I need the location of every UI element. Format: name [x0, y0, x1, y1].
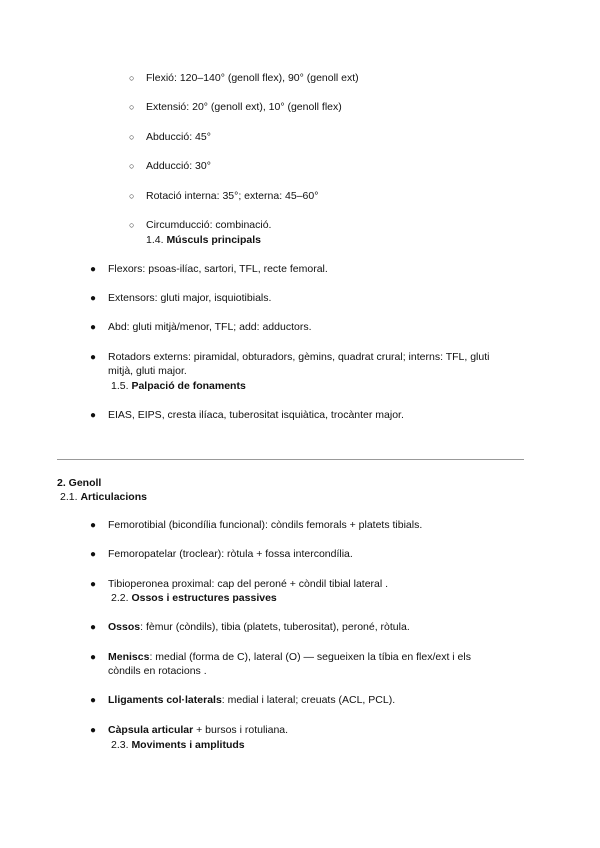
bullet-icon: ●: [90, 352, 97, 363]
section-title: Ossos i estructures passives: [131, 592, 277, 604]
section-number: 2.2.: [111, 592, 129, 604]
circle-bullet-icon: ○: [129, 191, 135, 201]
list-item: Abd: gluti mitjà/menor, TFL; add: adductors.: [108, 321, 312, 333]
list-item: EIAS, EIPS, cresta ilíaca, tuberositat isquiàtica, trocànter major.: [108, 409, 404, 421]
section-heading-palpation: [111, 380, 246, 393]
list-item: Flexió: 120–140° (genoll flex), 90° (genoll ext): [146, 72, 359, 84]
bullet-icon: ●: [90, 293, 97, 304]
section-title: Moviments i amplituds: [131, 739, 245, 751]
list-item: Ossos: fèmur (còndils), tibia (platets, tuberositat), peroné, ròtula.: [108, 621, 410, 633]
circle-bullet-icon: ○: [129, 102, 135, 112]
circle-bullet-icon: ○: [129, 132, 135, 142]
bullet-icon: ●: [90, 520, 97, 531]
circle-bullet-icon: ○: [129, 161, 135, 171]
list-item: Lligaments col·laterals: medial i lateral; creuats (ACL, PCL).: [108, 694, 396, 706]
list-item-continuation: còndils en rotacions .: [108, 665, 207, 677]
section-number: 2.3.: [111, 739, 129, 751]
section-title: Músculs principals: [166, 234, 261, 246]
circle-bullet-icon: ○: [129, 220, 135, 230]
bullet-icon: ●: [90, 579, 97, 590]
divider: [57, 459, 524, 460]
section-heading-articulations: [60, 491, 147, 504]
list-item: Abducció: 45°: [146, 131, 211, 143]
list-item: Flexors: psoas-ilíac, sartori, TFL, recte femoral.: [108, 263, 328, 275]
list-item: Càpsula articular + bursos i rotuliana.: [108, 724, 289, 736]
section-number: 1.4.: [146, 234, 164, 246]
list-item: Circumducció: combinació.: [146, 219, 272, 231]
list-item: Tibioperonea proximal: cap del peroné + còndil tibial lateral .: [108, 578, 389, 590]
bullet-icon: ●: [90, 264, 97, 275]
bullet-icon: ●: [90, 725, 97, 736]
bullet-icon: ●: [90, 410, 97, 421]
list-item: Rotació interna: 35°; externa: 45–60°: [146, 190, 319, 202]
section-title-knee: 2. Genoll: [57, 477, 102, 489]
section-title: Palpació de fonaments: [131, 380, 246, 392]
section-title: Articulacions: [80, 491, 147, 503]
list-item: Meniscs: medial (forma de C), lateral (O) — segueixen la tíbia en flex/ext i els: [108, 651, 471, 663]
list-item: Extensors: gluti major, isquiotibials.: [108, 292, 272, 304]
list-item: Extensió: 20° (genoll ext), 10° (genoll flex): [146, 101, 342, 113]
bullet-icon: ●: [90, 652, 97, 663]
section-number: 2.1.: [60, 491, 78, 503]
list-item: Femorotibial (bicondília funcional): còndils femorals + platets tibials.: [108, 519, 423, 531]
section-number: 1.5.: [111, 380, 129, 392]
bullet-icon: ●: [90, 549, 97, 560]
bullet-icon: ●: [90, 322, 97, 333]
list-item: Rotadors externs: piramidal, obturadors, gèmins, quadrat crural; interns: TFL, gluti: [108, 351, 490, 363]
section-heading-movements: [111, 739, 245, 752]
list-item-continuation: mitjà, gluti major.: [108, 365, 187, 377]
bullet-icon: ●: [90, 695, 97, 706]
section-heading-muscles: [146, 234, 261, 247]
list-item: Femoropatelar (troclear): ròtula + fossa intercondília.: [108, 548, 353, 560]
list-item: Adducció: 30°: [146, 160, 211, 172]
circle-bullet-icon: ○: [129, 73, 135, 83]
section-heading-passive: [111, 592, 277, 605]
bullet-icon: ●: [90, 622, 97, 633]
